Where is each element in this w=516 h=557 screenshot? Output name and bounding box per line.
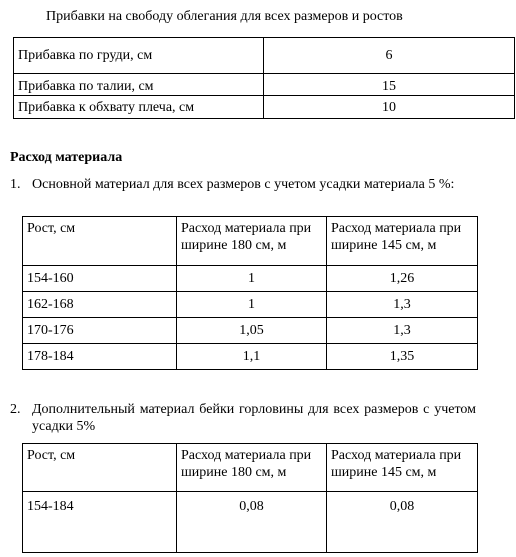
allowances-table <box>13 37 515 119</box>
allowance-value: 10 <box>264 96 515 119</box>
table-cell: 170-176 <box>23 318 177 344</box>
table-row <box>23 318 478 344</box>
table-row <box>14 38 515 74</box>
main-material-table <box>22 216 478 370</box>
table-cell: 0,08 <box>177 492 327 553</box>
list-item <box>10 176 476 193</box>
list-number: 1. <box>10 177 21 192</box>
column-header: Расход материала при ширине 145 см, м <box>327 444 478 492</box>
column-header: Расход материала при ширине 180 см, м <box>177 444 327 492</box>
table-cell: 154-160 <box>23 266 177 292</box>
table-cell: 1 <box>177 292 327 318</box>
table-header-row <box>23 217 478 266</box>
table-cell: 154-184 <box>23 492 177 553</box>
allowance-label: Прибавка к обхвату плеча, см <box>14 96 264 119</box>
table-cell: 1,1 <box>177 344 327 370</box>
table-row <box>23 266 478 292</box>
column-header: Рост, см <box>23 444 177 492</box>
table-header-row <box>23 444 478 492</box>
table-cell: 178-184 <box>23 344 177 370</box>
table-row <box>14 96 515 119</box>
allowance-label: Прибавка по талии, см <box>14 74 264 96</box>
table-cell: 1,05 <box>177 318 327 344</box>
column-header: Рост, см <box>23 217 177 266</box>
column-header: Расход материала при ширине 180 см, м <box>177 217 327 266</box>
allowance-label: Прибавка по груди, см <box>14 38 264 74</box>
table-cell: 1 <box>177 266 327 292</box>
section-title: Расход материала <box>10 150 123 165</box>
list-text: Дополнительный материал бейки горловины для всех размеров с учетом усадки 5% <box>32 402 476 434</box>
allowances-caption: Прибавки на свободу облегания для всех размеров и ростов <box>46 9 403 24</box>
table-row <box>23 292 478 318</box>
table-row <box>23 492 478 553</box>
table-cell: 1,26 <box>327 266 478 292</box>
table-cell: 162-168 <box>23 292 177 318</box>
list-text: Основной материал для всех размеров с учетом усадки материала 5 %: <box>32 177 455 192</box>
table-row <box>23 344 478 370</box>
column-header: Расход материала при ширине 145 см, м <box>327 217 478 266</box>
table-cell: 1,35 <box>327 344 478 370</box>
allowance-value: 15 <box>264 74 515 96</box>
table-cell: 0,08 <box>327 492 478 553</box>
allowance-value: 6 <box>264 38 515 74</box>
table-row <box>14 74 515 96</box>
list-item <box>10 401 476 435</box>
neckline-binding-table <box>22 443 478 553</box>
list-number: 2. <box>10 402 21 417</box>
table-cell: 1,3 <box>327 292 478 318</box>
table-cell: 1,3 <box>327 318 478 344</box>
